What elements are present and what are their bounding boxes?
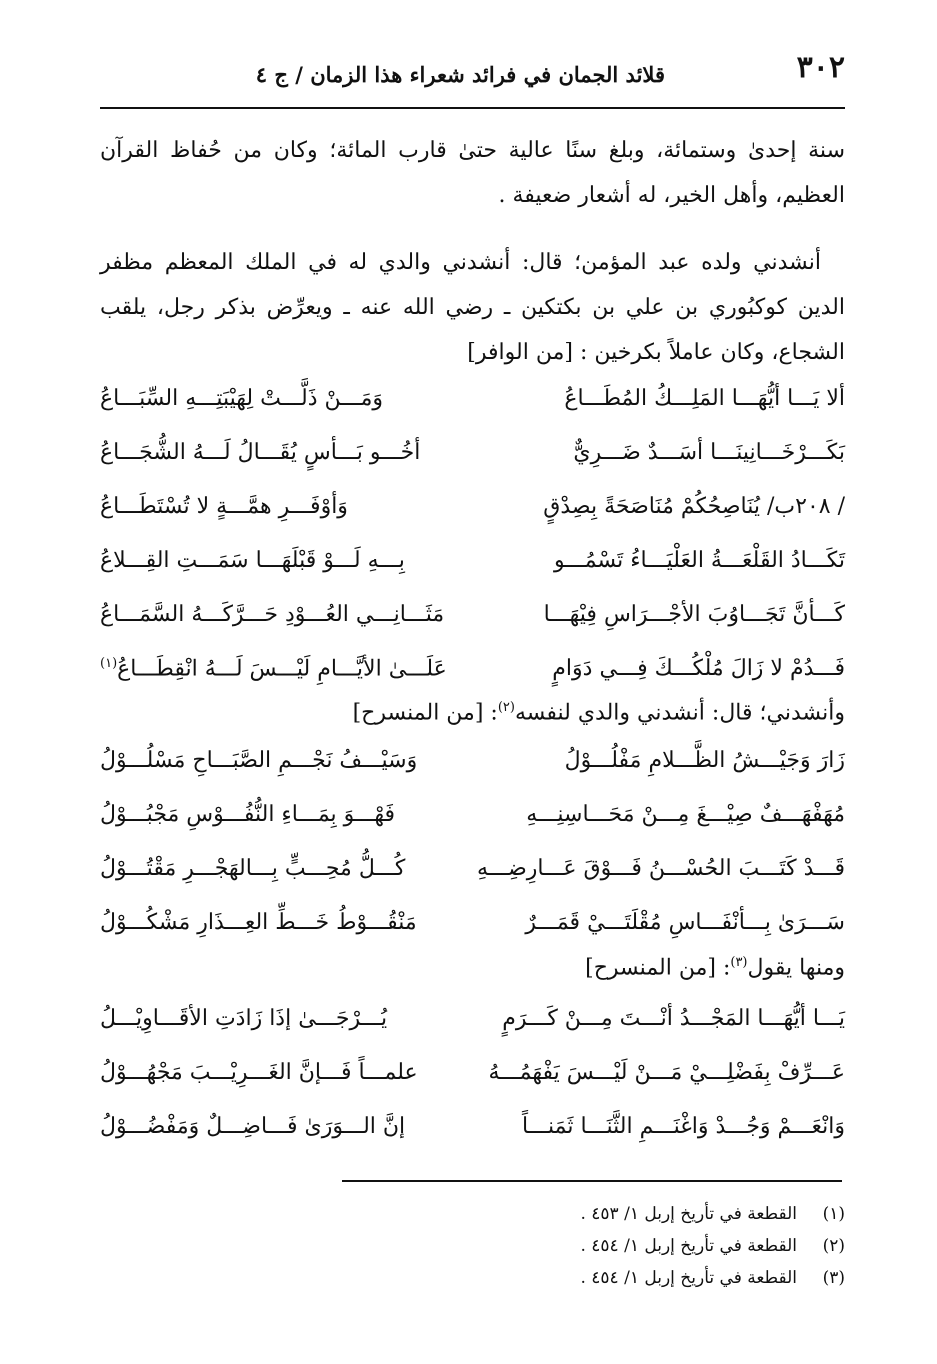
second-hemistich: وَمَـــنْ ذَلَّـــتْ لِهَيْبَتِـــهِ السِّبَـــاعُ bbox=[100, 386, 384, 411]
running-title: قلائد الجمان في فرائد شعراء هذا الزمان / ج ٤ bbox=[255, 62, 665, 87]
second-hemistich: فَهْـــوَ بِمَـــاءِ النُّفُـــوْسِ مَجْبُـــوْلُ bbox=[100, 802, 396, 827]
poem-stanza-1 bbox=[100, 380, 845, 704]
intro-text: ومنها يقول bbox=[747, 955, 845, 981]
verse-line bbox=[100, 796, 845, 850]
footnote-marker: (٣) bbox=[730, 955, 748, 970]
second-hemistich: وَأوْفَـــرِ همَّـــةٍ لا تُسْتَطَـــاعُ bbox=[100, 494, 348, 519]
first-hemistich: يَـــا أيُّهَـــا المَجْـــدُ أنْـــتَ مِـــنْ كَـــرَمٍ bbox=[502, 1006, 845, 1031]
footnote bbox=[345, 1198, 845, 1230]
verse-line bbox=[100, 850, 845, 904]
intro-text: وأنشدني؛ قال: أنشدني والدي لنفسه bbox=[514, 700, 845, 726]
verse-line bbox=[100, 1054, 845, 1108]
meter-label: : [من المنسرح] bbox=[585, 955, 731, 981]
verse-line bbox=[100, 904, 845, 958]
footnote bbox=[345, 1262, 845, 1294]
first-hemistich: زَارَ وَجَيْـــشُ الظَّـــلامِ مَفْلُـــوْلُ bbox=[564, 748, 845, 773]
header-rule bbox=[100, 107, 845, 109]
poem-stanza-3 bbox=[100, 1000, 845, 1162]
second-hemistich: بِـــهِ لَـــوْ قَبْلَهَـــا سَمَـــتِ القِـــلاعُ bbox=[100, 548, 405, 573]
first-hemistich: سَـــرَىٰ بِـــأنْفَـــاسِ مُقْلَتَـــيْ قَمَـــرٌ bbox=[525, 910, 845, 935]
footnote bbox=[345, 1230, 845, 1262]
intro-line-3 bbox=[585, 955, 845, 980]
footnote-marker: (٢) bbox=[497, 700, 515, 715]
footnote-text: القطعة في تأريخ إربل ١/ ٤٥٤ . bbox=[580, 1236, 797, 1256]
meter-label: : [من المنسرح] bbox=[352, 700, 498, 726]
first-hemistich: فَـــدُمْ لا زَالَ مُلْكُـــكَ فِـــي دَوَامٍ bbox=[552, 656, 845, 681]
first-hemistich: بَكَـــرْخَـــانِينَـــا أسَـــدٌ ضَـــرِيٌّ bbox=[573, 440, 845, 465]
footnote-text: القطعة في تأريخ إربل ١/ ٤٥٣ . bbox=[580, 1204, 797, 1224]
paragraph-2-text: أنشدني ولده عبد المؤمن؛ قال: أنشدني والدي له في الملك المعظم مظفر الدين كوكبُوري بن علي بن بكتكين ـ رضي الله عنه ـ ويعرِّض بذكر رجل، يلقب الشجاع، وكان عاملاً بكرخين : bbox=[100, 250, 845, 365]
verse-line bbox=[100, 542, 845, 596]
second-hemistich: إنَّ الـــوَرَىٰ فَـــاضِـــلٌ وَمَفْضُـــوْلُ bbox=[100, 1114, 406, 1139]
hemistich-text: عَلَـــىٰ الأيَّـــامِ لَيْـــسَ لَـــهُ انْقِطَـــاعُ bbox=[117, 656, 447, 682]
second-hemistich: كُـــلُّ مُحِـــبٍّ بِـــالهَجْـــرِ مَقْتُـــوْلُ bbox=[100, 856, 406, 881]
second-hemistich: يُـــرْجَـــىٰ إذَا زَادَتِ الأقَـــاوِيْـــلُ bbox=[100, 1006, 388, 1031]
second-hemistich: مَنْقُـــوْطُ خَـــطِّ العِـــذَارِ مَشْكُـــوْلُ bbox=[100, 910, 417, 935]
meter-label: [من الوافر] bbox=[467, 340, 573, 365]
second-hemistich bbox=[100, 656, 450, 681]
first-hemistich: وَانْعَـــمْ وَجُـــدْ وَاغْنَـــمِ الثَّنَـــا ثَمَنـــاً bbox=[521, 1114, 845, 1139]
footnote-number: (١) bbox=[822, 1204, 845, 1224]
paragraph-2 bbox=[100, 240, 845, 375]
first-hemistich: كَـــأنَّ تَجَـــاوُبَ الأجْـــرَاسِ فِيْهَـــا bbox=[543, 602, 845, 627]
paragraph-1: سنة إحدىٰ وستمائة، وبلغ سنًا عالية حتىٰ قارب المائة؛ وكان من حُفاظ القرآن العظيم، وأهل الخير، له أشعار ضعيفة . bbox=[100, 138, 845, 208]
verse-line bbox=[100, 488, 845, 542]
first-hemistich: تَكَـــادُ القَلْعَـــةُ العَلْيَـــاءُ تَسْمُـــو bbox=[554, 548, 845, 573]
first-hemistich: عَـــرِّفْ بِفَضْلِـــيْ مَـــنْ لَيْـــسَ يَفْهَمُـــهُ bbox=[488, 1060, 845, 1085]
poem-stanza-2 bbox=[100, 742, 845, 958]
intro-line-2 bbox=[353, 700, 845, 725]
second-hemistich: مَثَـــانِـــي العُـــوْدِ حَـــرَّكَـــهُ السَّمَـــاعُ bbox=[100, 602, 445, 627]
verse-line bbox=[100, 596, 845, 650]
second-hemistich: أخُـــو بَـــأسٍ يُقَـــالُ لَـــهُ الشُّجَـــاعُ bbox=[100, 440, 421, 465]
verse-line bbox=[100, 380, 845, 434]
first-hemistich: / ٢٠٨ب/ يُنَاصِحُكُمْ مُنَاصَحَةً بِصِدْقٍ bbox=[543, 494, 845, 519]
footnote-number: (٢) bbox=[822, 1236, 845, 1256]
second-hemistich: وَسَيْـــفُ نَجْـــمِ الصَّبَـــاحِ مَسْلُـــوْلُ bbox=[100, 748, 418, 773]
verse-line bbox=[100, 434, 845, 488]
footnote-marker: (١) bbox=[100, 656, 118, 671]
footnote-text: القطعة في تأريخ إربل ١/ ٤٥٤ . bbox=[580, 1268, 797, 1288]
verse-line bbox=[100, 1000, 845, 1054]
first-hemistich: ألا يَـــا أيُّهَـــا المَلِـــكُ المُطَـــاعُ bbox=[564, 386, 845, 411]
verse-line bbox=[100, 650, 845, 704]
footnotes bbox=[345, 1198, 845, 1294]
verse-line bbox=[100, 1108, 845, 1162]
footnote-number: (٣) bbox=[822, 1268, 845, 1288]
footnote-rule bbox=[342, 1180, 842, 1182]
verse-line bbox=[100, 742, 845, 796]
first-hemistich: مُهَفْهَـــفٌ صِيْـــغَ مِـــنْ مَحَـــاسِنِـــهِ bbox=[526, 802, 845, 827]
first-hemistich: قَـــدْ كَتَـــبَ الحُسْـــنُ فَـــوْقَ عَـــارِضِـــهِ bbox=[476, 856, 845, 881]
second-hemistich: علمـــاً فَـــإنَّ الغَـــرِيْـــبَ مَجْهُـــوْلُ bbox=[100, 1060, 418, 1085]
page-number: ٣٠٢ bbox=[796, 50, 845, 85]
page-header bbox=[100, 50, 845, 100]
